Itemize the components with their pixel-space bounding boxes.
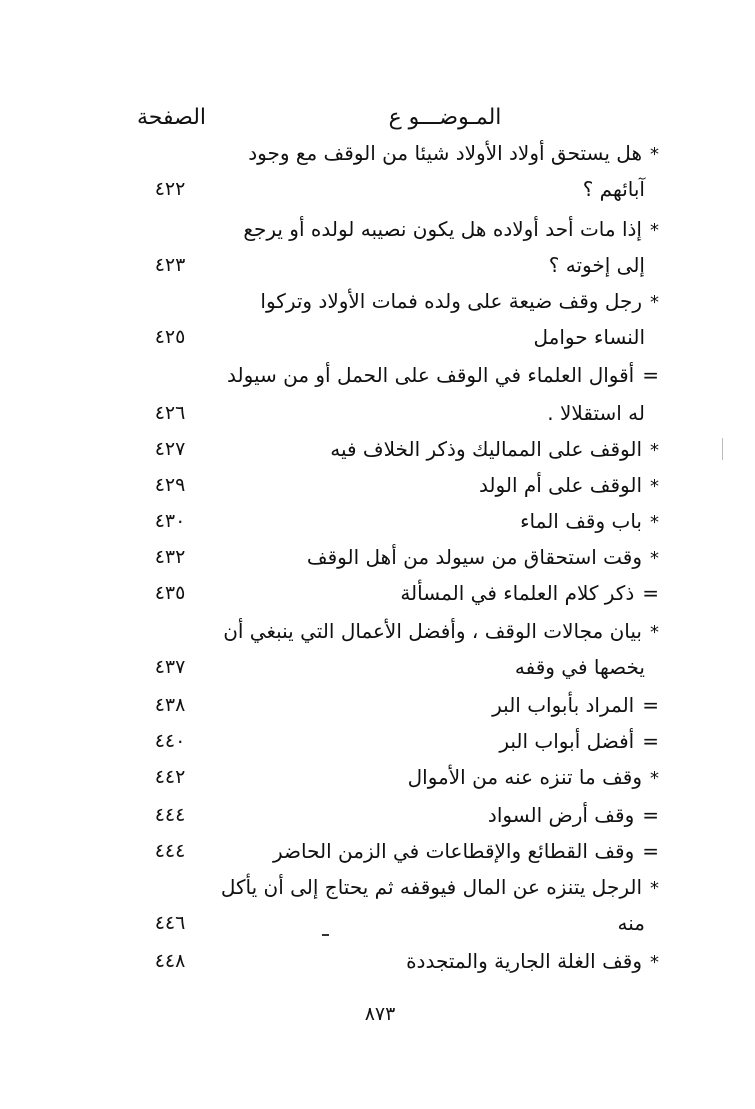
entry-text: الرجل يتنزه عن المال فيوقفه ثم يحتاج إلى أن يأكل [220, 875, 642, 899]
entry-page-number: ٤٢٣ [154, 254, 186, 276]
entry-page-number: ٤٣٥ [154, 582, 186, 604]
index-line [406, 946, 659, 978]
subject-column-header: المـوضـــو ع [388, 105, 502, 130]
entry-text: النساء حوامل [533, 325, 645, 349]
entry-text: يخصها في وقفه [514, 655, 645, 679]
entry-page-number: ٤٢٩ [154, 474, 186, 496]
bullet-star: * [650, 144, 659, 165]
index-line [618, 908, 645, 938]
entry-page-number: ٤٤٤ [154, 804, 186, 826]
bullet-star: * [650, 512, 659, 533]
index-line [488, 800, 659, 830]
entry-page-number: ٤٤٦ [154, 912, 186, 934]
sub-entry-mark: = [642, 581, 659, 605]
sub-entry-mark: = [642, 693, 659, 717]
sub-entry-mark: = [642, 839, 659, 863]
bullet-star: * [650, 220, 659, 241]
sub-entry-mark: = [642, 803, 659, 827]
print-speck [322, 934, 329, 936]
index-line [227, 360, 659, 390]
index-line [221, 872, 659, 904]
index-line [273, 836, 659, 866]
entry-text: بيان مجالات الوقف ، وأفضل الأعمال التي ينبغي أن [223, 619, 642, 643]
entry-text: آبائهم ؟ [582, 177, 645, 201]
entry-text: الوقف على أم الولد [478, 473, 642, 497]
entry-text: أقوال العلماء في الوقف على الحمل أو من سيولد [227, 363, 635, 387]
entry-text: منه [617, 911, 645, 935]
bullet-star: * [650, 548, 659, 569]
index-line [534, 322, 646, 352]
sub-entry-mark: = [642, 729, 659, 753]
sub-entry-mark: = [642, 363, 659, 387]
entry-page-number: ٤٣٨ [154, 694, 186, 716]
entry-text: وقف أرض السواد [487, 803, 635, 827]
index-line [492, 690, 659, 720]
entry-text: وقت استحقاق من سيولد من أهل الوقف [306, 545, 642, 569]
entry-text: وقف ما تنزه عنه من الأموال [407, 765, 642, 789]
entry-page-number: ٤٤٤ [154, 840, 186, 862]
index-line [260, 286, 659, 318]
bullet-star: * [650, 768, 659, 789]
entry-page-number: ٤٣٧ [154, 656, 186, 678]
entry-page-number: ٤٣٠ [154, 510, 186, 532]
entry-page-number: ٤٤٢ [154, 766, 186, 788]
page-column-header: الصفحة [137, 105, 207, 130]
bullet-star: * [650, 292, 659, 313]
entry-text: رجل وقف ضيعة على ولده فمات الأولاد وتركوا [260, 289, 642, 313]
index-line [408, 762, 659, 794]
index-line [400, 578, 659, 608]
index-line [307, 542, 659, 574]
entry-text: وقف القطائع والإقطاعات في الزمن الحاضر [272, 839, 635, 863]
entry-text: الوقف على المماليك وذكر الخلاف فيه [330, 437, 642, 461]
entry-text: إذا مات أحد أولاده هل يكون نصيبه لولده أو يرجع [243, 217, 642, 241]
entry-page-number: ٤٣٢ [154, 546, 186, 568]
bullet-star: * [650, 878, 659, 899]
page-number: ٨٧٣ [364, 1003, 396, 1025]
margin-mark [722, 438, 723, 460]
index-line [248, 138, 659, 170]
entry-page-number: ٤٢٧ [154, 438, 186, 460]
entry-page-number: ٤٢٥ [154, 326, 186, 348]
bullet-star: * [650, 440, 659, 461]
entry-page-number: ٤٤٠ [154, 730, 186, 752]
index-line [547, 398, 645, 428]
entry-text: أفضل أبواب البر [499, 729, 635, 753]
index-line [479, 470, 659, 502]
bullet-star: * [650, 622, 659, 643]
entry-text: باب وقف الماء [520, 509, 642, 533]
index-line [499, 726, 659, 756]
index-line [223, 616, 659, 648]
entry-text: له استقلالا . [547, 401, 645, 425]
bullet-star: * [650, 952, 659, 973]
index-line [520, 506, 659, 538]
entry-page-number: ٤٢٦ [154, 402, 186, 424]
index-line [549, 250, 645, 280]
bullet-star: * [650, 476, 659, 497]
index-line [243, 214, 659, 246]
entry-text: إلى إخوته ؟ [548, 253, 645, 277]
entry-text: ذكر كلام العلماء في المسألة [400, 581, 635, 605]
index-line [515, 652, 645, 682]
entry-text: هل يستحق أولاد الأولاد شيئا من الوقف مع وجود [248, 141, 642, 165]
index-line [330, 434, 659, 466]
index-line [583, 174, 645, 204]
entry-text: وقف الغلة الجارية والمتجددة [406, 949, 642, 973]
entry-text: المراد بأبواب البر [492, 693, 635, 717]
entry-page-number: ٤٤٨ [154, 950, 186, 972]
entry-page-number: ٤٢٢ [154, 178, 186, 200]
